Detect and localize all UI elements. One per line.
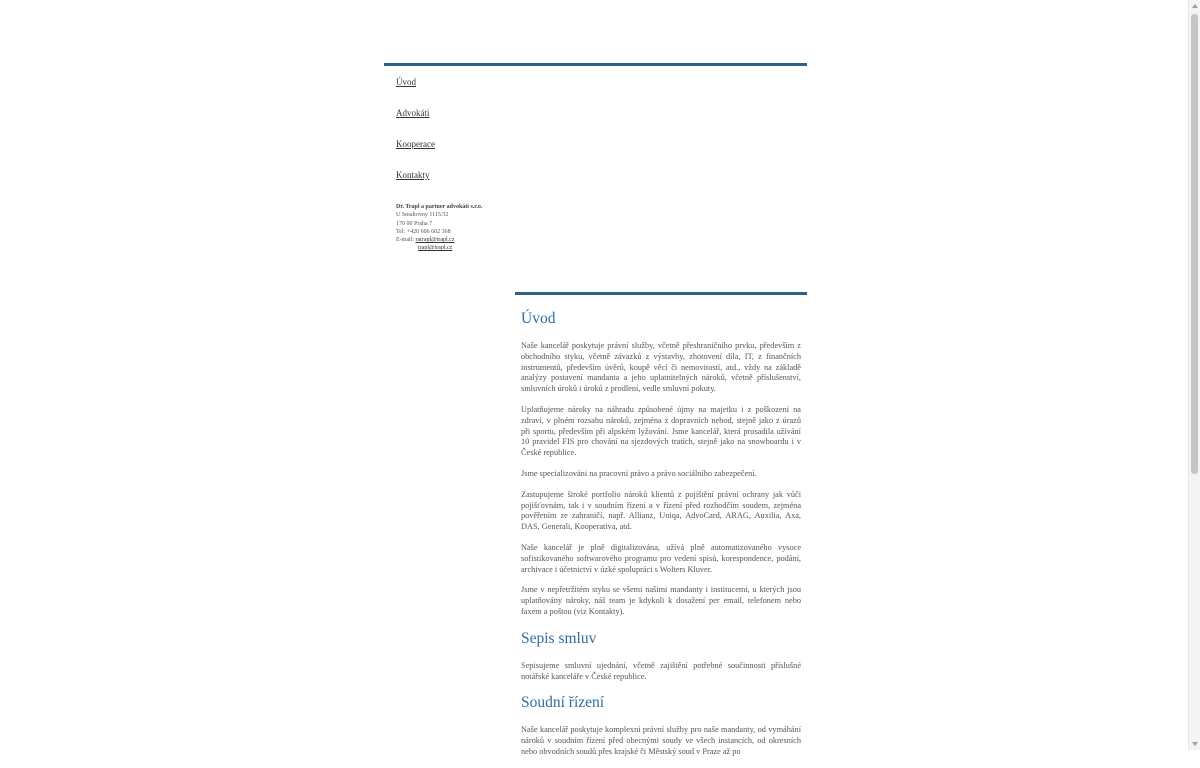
section-heading-sepis-smluv: Sepis smluv bbox=[521, 629, 597, 647]
content-rule bbox=[515, 292, 807, 295]
scroll-down-arrow-icon[interactable] bbox=[1192, 742, 1198, 746]
firm-name: Dr. Trapl a partner advokáti s.r.o. bbox=[396, 204, 483, 210]
nav-link-kontakty[interactable]: Kontakty bbox=[396, 170, 430, 180]
main-navigation bbox=[396, 76, 516, 200]
email-link-secondary[interactable]: trapl@trapl.cz bbox=[418, 245, 453, 252]
phone-number: Tel: +420 606 602 368 bbox=[396, 228, 451, 235]
scrollbar-thumb[interactable] bbox=[1191, 14, 1198, 474]
paragraph: Sepisujeme smluvní ujednání, včetně zajištění potřebné součinnosti příslušné notářské kanceláře v České republice. bbox=[521, 660, 801, 681]
section-heading-soudni-rizeni: Soudní řízení bbox=[521, 694, 605, 712]
email-link-primary[interactable]: ratrapl@trapl.cz bbox=[415, 237, 455, 244]
section-heading-uvod: Úvod bbox=[521, 310, 556, 327]
vertical-scrollbar[interactable] bbox=[1188, 0, 1200, 750]
main-content bbox=[521, 308, 801, 768]
header-rule bbox=[384, 63, 807, 66]
paragraph: Naše kancelář poskytuje komplexní právní služby pro naše mandanty, od vymáhání nároků v soudním řízení před obecnými soudy ve všech instancích, od okresních nebo obvodních soudů přes krajské či Městský soud v Praze až po bbox=[521, 725, 801, 756]
paragraph: Naše kancelář je plně digitalizována, užívá plně automatizovaného vysoce sofistikovaného softwarového programu pro vedení spisů, korespondence, podání, archivace i účetnictví v úzké spolupráci s Wolters Kluver. bbox=[521, 542, 801, 574]
paragraph: Jsme v nepřetržitém styku se všemi našimi mandanty i institucemi, u kterých jsou uplatňovány nároky, náš team je kdykoli k dosažení per email, telefonem nebo faxem a poštou (viz Kontakty). bbox=[521, 585, 801, 616]
address-street: U Smaltovny 1115/32 bbox=[396, 212, 449, 219]
nav-link-kooperace[interactable]: Kooperace bbox=[396, 139, 435, 149]
email-row-secondary bbox=[396, 244, 516, 252]
scroll-up-arrow-icon[interactable] bbox=[1192, 4, 1198, 8]
nav-link-advokati[interactable]: Advokáti bbox=[396, 108, 430, 118]
email-row bbox=[396, 236, 516, 244]
paragraph: Uplatňujeme nároky na náhradu způsobené újmy na majetku i z poškození na zdraví, v plném rozsahu nároků, zejména z dopravních nehod, stejně jako z úrazů při sportu, především při alpském lyžování. Jsme kancelář, která prosadila užívání 10 pravidel FIS pro chování na sjezdových tratích, stejně jako na snowboardu i v České republice. bbox=[521, 404, 801, 458]
paragraph: Jsme specializováni na pracovní právo a právo sociálního zabezpečení. bbox=[521, 468, 757, 478]
nav-link-uvod[interactable]: Úvod bbox=[396, 77, 416, 87]
paragraph: Zastupujeme široké portfolio nároků klientů z pojištění právní ochrany jak vůči pojišťovnám, tak i v soudním řízení a v řízení před rozhodčím soudem, zejména pověřením ze zahraničí, např. Allianz, Uniqa, AdvoCard, ARAG, Auxilia, Axa, DAS, Generali, Kooperativa, atd. bbox=[521, 489, 801, 532]
address-city: 170 00 Praha 7 bbox=[396, 220, 433, 227]
email-label: E-mail: bbox=[396, 237, 416, 244]
contact-block bbox=[396, 203, 516, 253]
paragraph: Naše kancelář poskytuje právní služby, včetně přeshraničního prvku, především z obchodního styku, včetně závazků z výstavby, zhotovení díla, IT, z finančních instrumentů, především úvěrů, koupě věcí či nemovitostí, atd., vždy na základě analýzy postavení mandanta a jeho uplatnitelných nároků, včetně příslušenství, smluvních úroků i úroků z prodlení, vedle smluvní pokuty. bbox=[521, 341, 801, 394]
